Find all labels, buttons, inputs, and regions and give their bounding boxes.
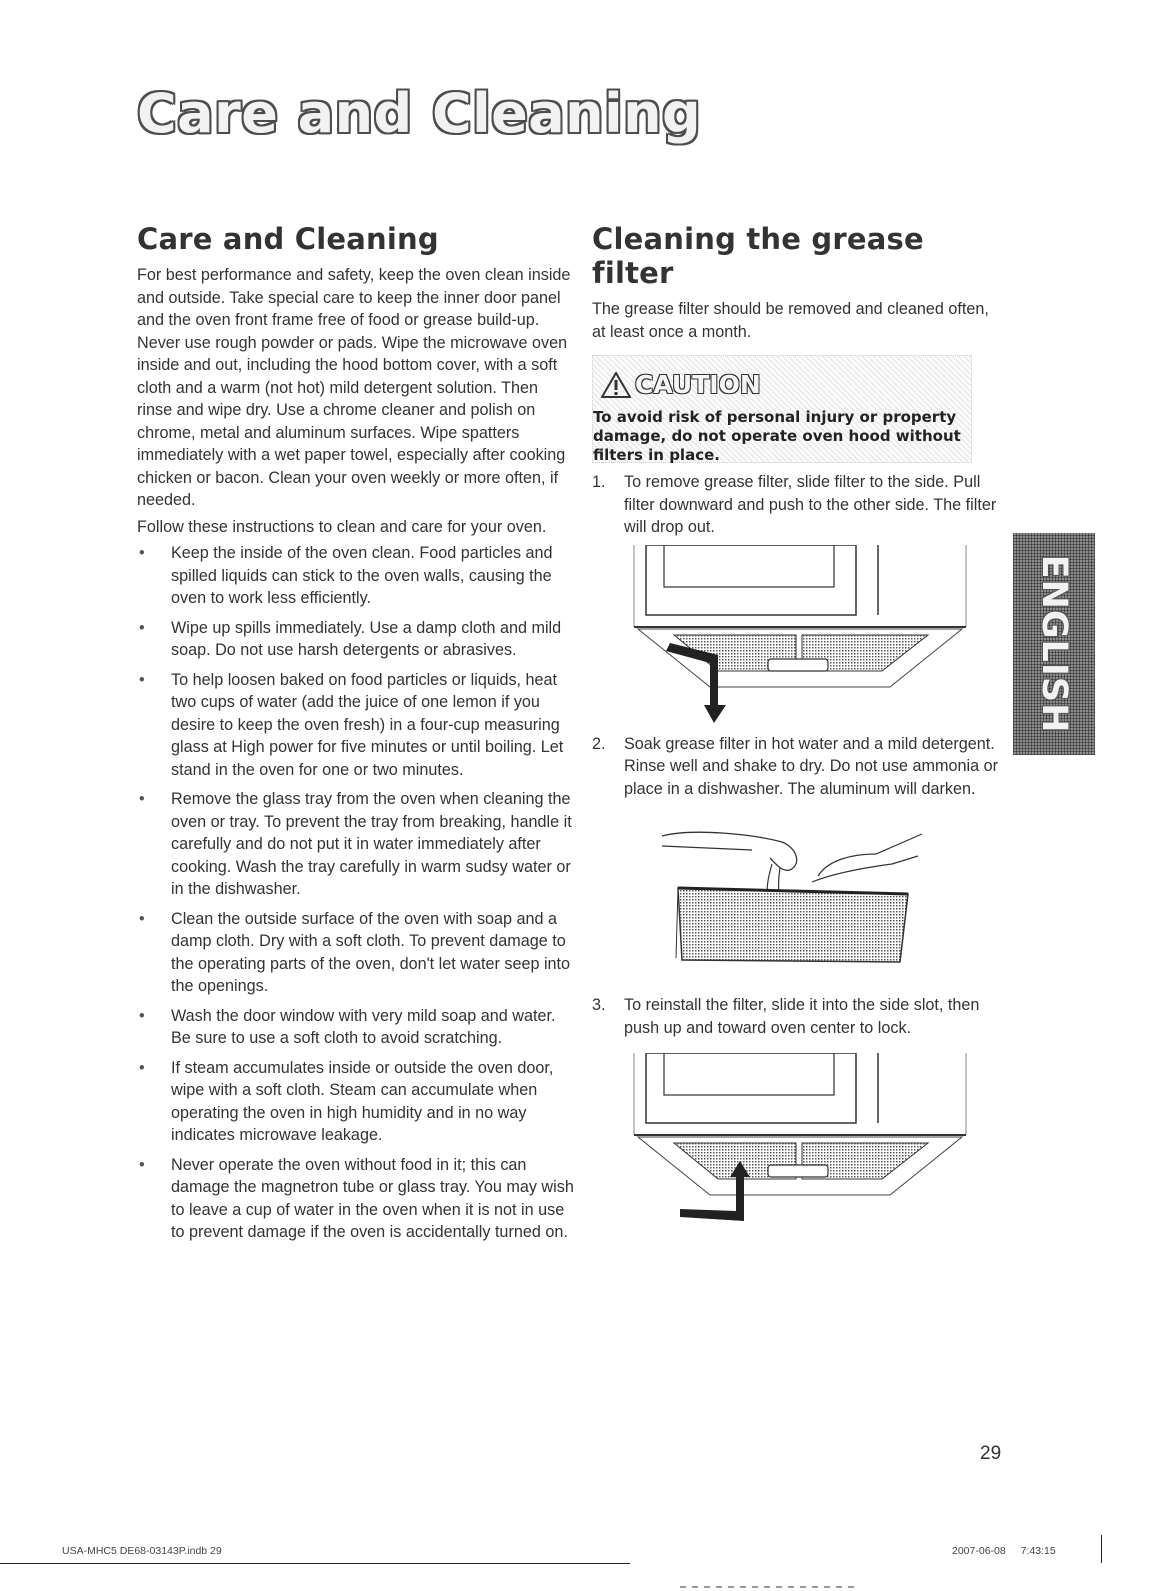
footer-rule (0, 1563, 630, 1564)
footer-file-info: USA-MHC5 DE68-03143P.indb 29 (62, 1545, 222, 1557)
step-text: To reinstall the filter, slide it into the side slot, then push up and toward oven center to lock. (624, 996, 980, 1037)
page-number: 29 (980, 1443, 1002, 1464)
page-title: Care and Cleaning (137, 82, 702, 145)
filter-steps (592, 994, 1002, 1039)
filter-reinstall-illustration (626, 1053, 972, 1223)
step-item (592, 994, 1002, 1039)
step-text: Soak grease filter in hot water and a mild detergent. Rinse well and shake to dry. Do not use ammonia or place in a dishwasher. The aluminum will darken. (624, 734, 998, 798)
step-number: 1. (592, 473, 606, 491)
filter-steps (592, 471, 1002, 539)
list-item: • Wash the door window with very mild soap and water. Be sure to use a soft cloth to avoid scratching. (137, 1005, 577, 1050)
warning-triangle-icon (601, 372, 631, 398)
care-list (137, 542, 577, 1244)
footer-crop-mark (1101, 1535, 1102, 1563)
filter-intro: The grease filter should be removed and cleaned often, at least once a month. (592, 300, 989, 341)
step-text: To remove grease filter, slide filter to the side. Pull filter downward and push to the other side. The filter will drop out. (624, 473, 997, 536)
language-tab (1013, 533, 1095, 755)
filter-removal-illustration (626, 545, 972, 725)
step-number: 2. (592, 734, 606, 753)
section-heading: Cleaning the grease filter (592, 222, 924, 290)
caution-label: CAUTION (635, 370, 761, 399)
filter-steps (592, 733, 1002, 801)
step-item (592, 733, 1002, 801)
filter-soak-illustration (632, 824, 932, 984)
section-heading: Care and Cleaning (137, 222, 439, 256)
grease-filter-section (592, 222, 1002, 1223)
care-cleaning-section (137, 222, 577, 1251)
language-tab-label: ENGLISH (1034, 554, 1074, 734)
list-item: • Never operate the oven without food in it; this can damage the magnetron tube or glass tray. You may wish to leave a cup of water in the oven when it is not in use to prevent damage if the oven is accidentally turned on. (137, 1154, 577, 1244)
list-item: • Wipe up spills immediately. Use a damp cloth and mild soap. Do not use harsh detergents or abrasives. (137, 617, 577, 662)
caution-box (592, 355, 972, 463)
caution-header (601, 370, 761, 399)
footer-dotted-mark (680, 1586, 860, 1588)
footer-timestamp: 2007-06-08 7:43:15 (952, 1545, 1056, 1557)
follow-paragraph: Follow these instructions to clean and care for your oven. (137, 517, 547, 536)
step-number: 3. (592, 996, 606, 1014)
step-item (592, 471, 1002, 539)
list-item: • To help loosen baked on food particles or liquids, heat two cups of water (add the juice of one lemon if you desire to keep the oven fresh) in a four-cup measuring glass at High power for five minutes or until boiling. Let stand in the oven for one or two minutes. (137, 669, 577, 782)
list-item: • Remove the glass tray from the oven when cleaning the oven or tray. To prevent the tray from breaking, handle it carefully and do not put it in water immediately after cooking. Wash the tray carefully in warm sudsy water or in the dishwasher. (137, 788, 577, 901)
list-item: • Clean the outside surface of the oven with soap and a damp cloth. Dry with a soft cloth. To prevent damage to the operating parts of the oven, don't let water seep into the openings. (137, 908, 577, 998)
caution-text: To avoid risk of personal injury or property damage, do not operate oven hood without filters in place. (593, 408, 961, 464)
intro-paragraph: For best performance and safety, keep the oven clean inside and outside. Take special care to keep the inner door panel and the oven front frame free of food or grease build-up. Never use rough powder or pads. Wipe the microwave oven inside and out, including the hood bottom cover, with a soft cloth and a warm (not hot) mild detergent solution. Then rinse and wipe dry. Use a chrome cleaner and polish on chrome, metal and aluminum surfaces. Wipe spatters immediately with a wet paper towel, especially after cooking chicken or bacon. Clean your oven weekly or more often, if needed. (137, 266, 571, 509)
list-item: • Keep the inside of the oven clean. Food particles and spilled liquids can stick to the oven walls, causing the oven to work less efficiently. (137, 542, 577, 610)
list-item: • If steam accumulates inside or outside the oven door, wipe with a soft cloth. Steam can accumulate when operating the oven in high humidity and in no way indicates microwave leakage. (137, 1057, 577, 1147)
